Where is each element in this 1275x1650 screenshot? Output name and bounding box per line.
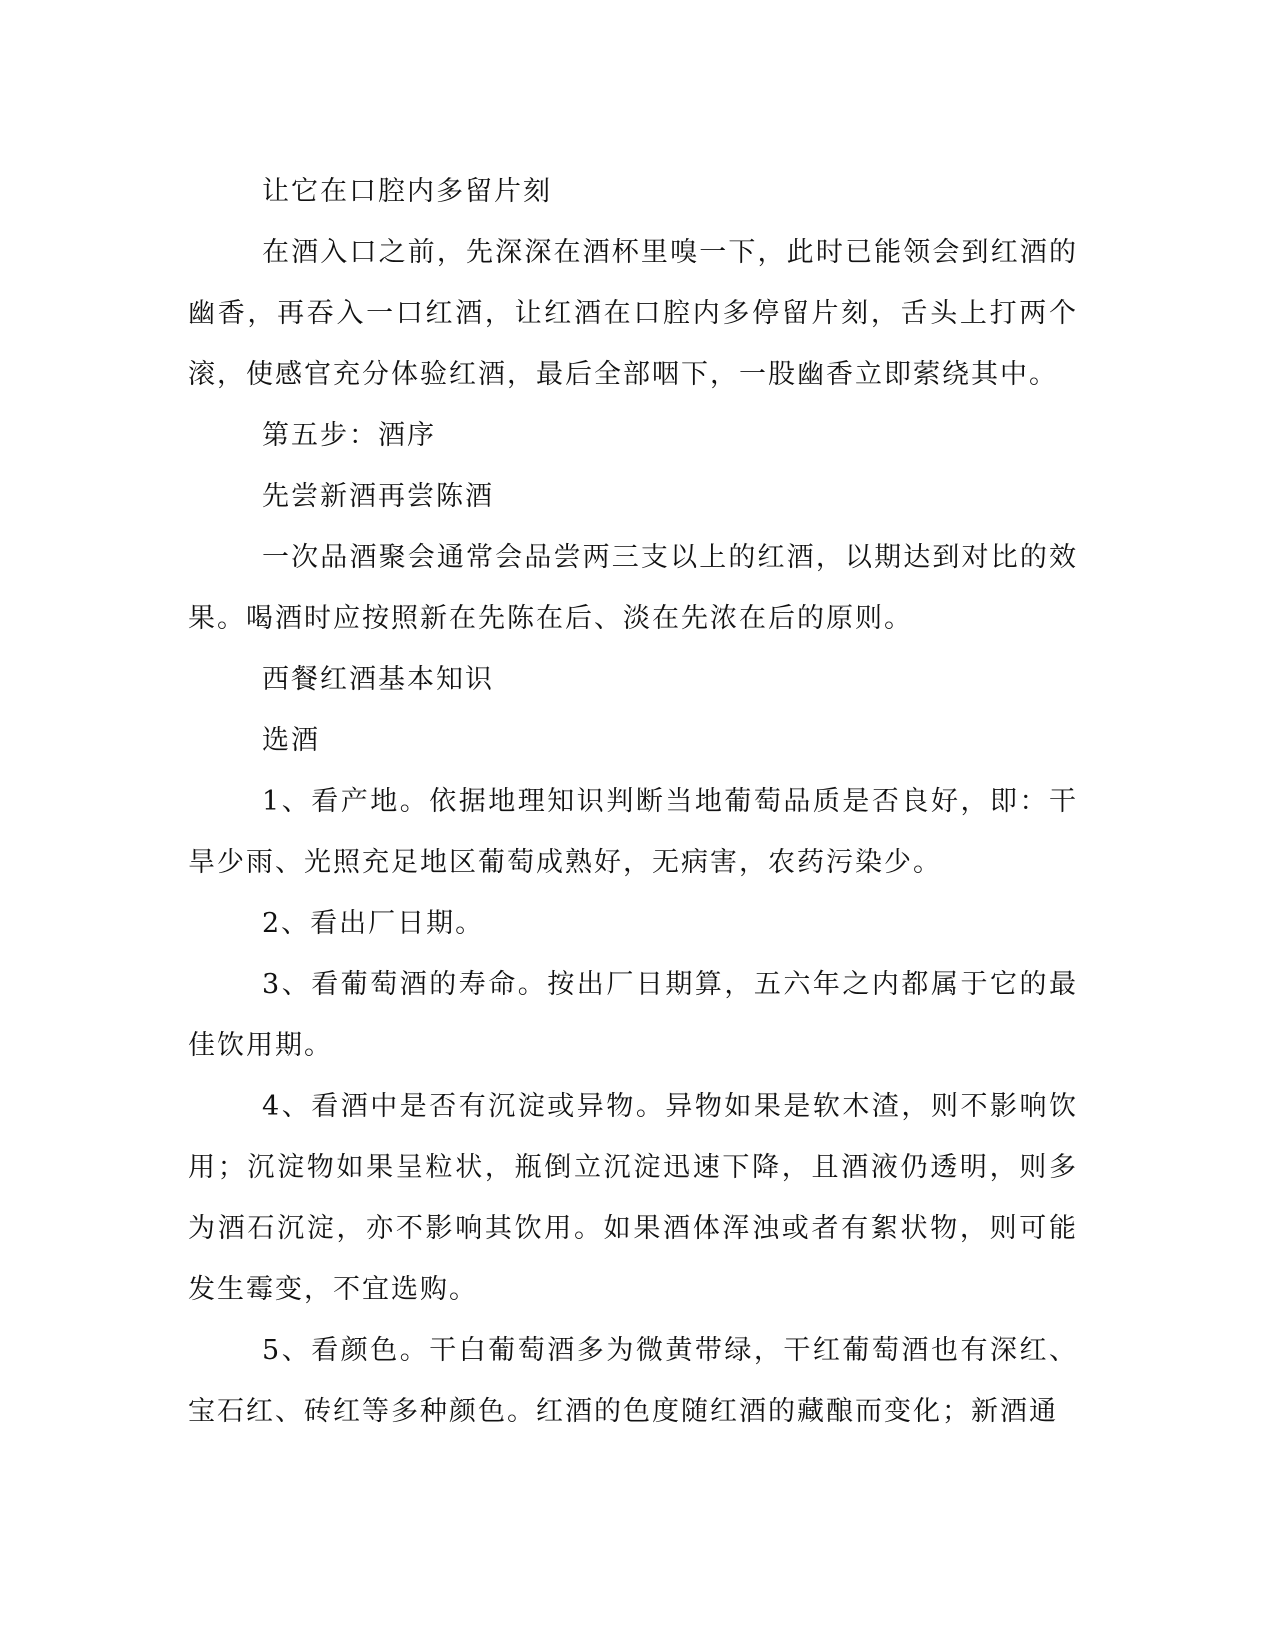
paragraph-item-date: 2、看出厂日期。 — [262, 908, 485, 939]
paragraph-select-wine-heading: 选酒 — [262, 725, 320, 756]
paragraph-item-origin: 1、看产地。依据地理知识判断当地葡萄品质是否良好，即：干旱少雨、光照充足地区葡萄成熟好，无病害，农药污染少。 — [188, 786, 1078, 878]
document-body — [188, 161, 1078, 1442]
paragraph-item-sediment: 4、看酒中是否有沉淀或异物。异物如果是软木渣，则不影响饮用；沉淀物如果呈粒状，瓶倒立沉淀迅速下降，且酒液仍透明，则多为酒石沉淀，亦不影响其饮用。如果酒体浑浊或者有絮状物，则可能发生霉变，不宜选购。 — [188, 1091, 1078, 1305]
paragraph-section-heading: 西餐红酒基本知识 — [262, 664, 494, 695]
paragraph-item-lifespan: 3、看葡萄酒的寿命。按出厂日期算，五六年之内都属于它的最佳饮用期。 — [188, 969, 1078, 1061]
paragraph-tasting-method: 在酒入口之前，先深深在酒杯里嗅一下，此时已能领会到红酒的幽香，再吞入一口红酒，让红酒在口腔内多停留片刻，舌头上打两个滚，使感官充分体验红酒，最后全部咽下，一股幽香立即萦绕其中。 — [188, 237, 1078, 390]
paragraph-step-five-heading: 第五步：酒序 — [262, 420, 436, 451]
paragraph-subheading-order: 先尝新酒再尝陈酒 — [262, 481, 494, 512]
paragraph-subheading-linger: 让它在口腔内多留片刻 — [262, 176, 552, 207]
paragraph-tasting-order: 一次品酒聚会通常会品尝两三支以上的红酒，以期达到对比的效果。喝酒时应按照新在先陈在后、淡在先浓在后的原则。 — [188, 542, 1078, 634]
paragraph-item-color: 5、看颜色。干白葡萄酒多为微黄带绿，干红葡萄酒也有深红、宝石红、砖红等多种颜色。红酒的色度随红酒的藏酿而变化；新酒通 — [188, 1335, 1078, 1427]
